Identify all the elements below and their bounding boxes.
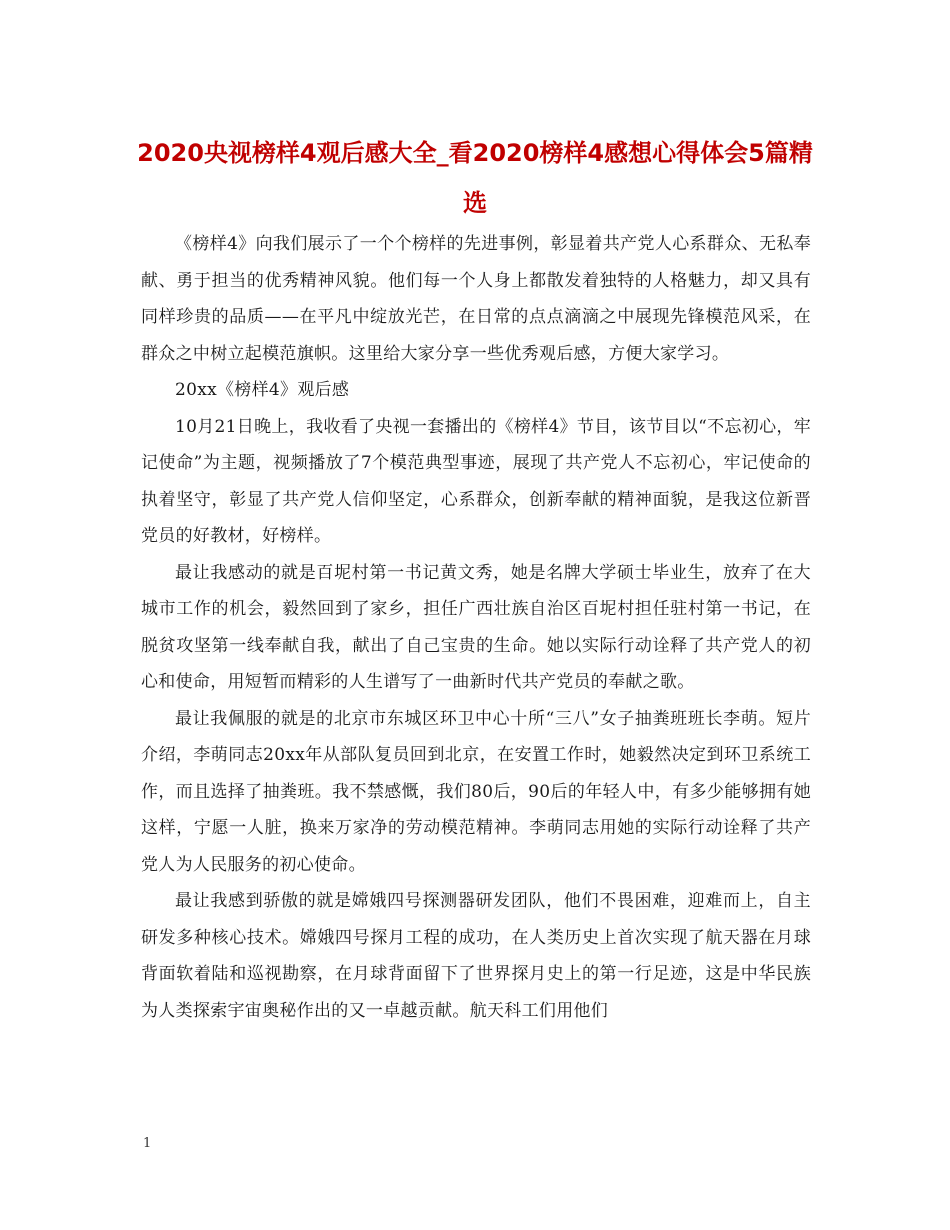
paragraph-li-meng: 最让我佩服的就是的北京市东城区环卫中心十所“三八”女子抽粪班班长李萌。短片介绍，李萌同志20xx年从部队复员回到北京，在安置工作时，她毅然决定到环卫系统工作，而且选择了抽粪班。我不禁感慨，我们80后，90后的年轻人中，有多少能够拥有她这样，宁愿一人脏，换来万家净的劳动模范精神。李萌同志用她的实际行动诠释了共产党人为人民服务的初心使命。	[141, 708, 811, 875]
paragraph-program: 10月21日晚上，我收看了央视一套播出的《榜样4》节目，该节目以“不忘初心，牢记使命”为主题，视频播放了7个模范典型事迹，展现了共产党人不忘初心，牢记使命的执着坚守，彰显了共产党人信仰坚定，心系群众，创新奉献的精神面貌，是我这位新晋党员的好教材，好榜样。	[141, 416, 811, 546]
paragraph-change4: 最让我感到骄傲的就是嫦娥四号探测器研发团队，他们不畏困难，迎难而上，自主研发多种核心技术。嫦娥四号探月工程的成功，在人类历史上首次实现了航天器在月球背面软着陆和巡视勘察，在月球背面留下了世界探月史上的第一行足迹，这是中华民族为人类探索宇宙奥秘作出的又一卓越贡献。航天科工们用他们	[141, 891, 811, 1021]
paragraph-huang-wenxiu: 最让我感动的就是百坭村第一书记黄文秀，她是名牌大学硕士毕业生，放弃了在大城市工作的机会，毅然回到了家乡，担任广西壮族自治区百坭村担任驻村第一书记，在脱贫攻坚第一线奉献自我，献出了自己宝贵的生命。她以实际行动诠释了共产党人的初心和使命，用短暂而精彩的人生谱写了一曲新时代共产党员的奉献之歌。	[141, 562, 811, 692]
document-body	[141, 226, 811, 1029]
section-heading: 20xx《榜样4》观后感	[175, 380, 350, 400]
paragraph-intro: 《榜样4》向我们展示了一个个榜样的先进事例，彰显着共产党人心系群众、无私奉献、勇于担当的优秀精神风貌。他们每一个人身上都散发着独特的人格魅力，却又具有同样珍贵的品质——在平凡中绽放光芒，在日常的点点滴滴之中展现先锋模范风采，在群众之中树立起模范旗帜。这里给大家分享一些优秀观后感，方便大家学习。	[141, 234, 811, 364]
document-title: 2020央视榜样4观后感大全_看2020榜样4感想心得体会5篇精选	[137, 139, 813, 217]
page-number: 1	[143, 1136, 152, 1151]
